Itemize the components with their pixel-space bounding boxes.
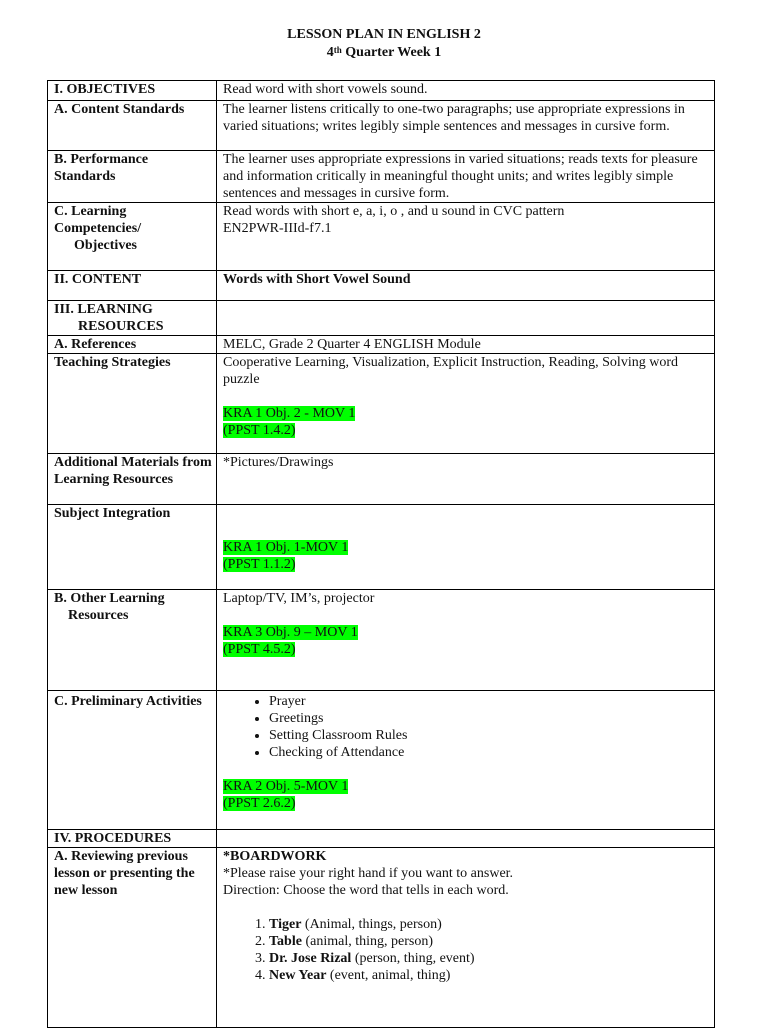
label-procedures: IV. PROCEDURES [48, 830, 217, 848]
value-additional-materials: *Pictures/Drawings [217, 454, 715, 505]
boardwork-heading: *BOARDWORK [223, 849, 327, 864]
ppst-highlight: (PPST 2.6.2) [223, 796, 296, 811]
row-preliminary [48, 691, 715, 830]
lesson-plan-table [47, 80, 715, 1028]
kra-highlight: KRA 2 Obj. 5-MOV 1 [223, 779, 349, 794]
value-teaching-strategies: Cooperative Learning, Visualization, Explicit Instruction, Reading, Solving word puzzle KRA 1 Obj. 2 - MOV 1 (PPST 1.4.2) [217, 354, 715, 454]
list-item: • Checking of Attendance [269, 744, 710, 761]
label-preliminary: C. Preliminary Activities [48, 691, 217, 830]
label-other-resources: B. Other Learning Resources [48, 590, 217, 691]
label-subject-integration: Subject Integration [48, 505, 217, 590]
row-content [48, 271, 715, 301]
ppst-highlight: (PPST 1.1.2) [223, 557, 296, 572]
value-learning-competencies: Read words with short e, a, i, o , and u sound in CVC pattern EN2PWR-IIId-f7.1 [217, 203, 715, 271]
row-learning-resources [48, 301, 715, 336]
value-performance-standards: The learner uses appropriate expressions in varied situations; reads texts for pleasure and information critically in meaningful thought units; and writes legibly simple sentences and messages in cursive form. [217, 151, 715, 203]
list-item: 1. Tiger (Animal, things, person) [269, 916, 710, 933]
boardwork-list [223, 916, 710, 984]
label-content: II. CONTENT [48, 271, 217, 301]
value-references: MELC, Grade 2 Quarter 4 ENGLISH Module [217, 336, 715, 354]
row-performance-standards [48, 151, 715, 203]
row-reviewing [48, 848, 715, 1028]
label-references: A. References [48, 336, 217, 354]
value-reviewing: *BOARDWORK *Please raise your right hand if you want to answer. Direction: Choose the word that tells in each word. 1. Tiger (Animal, things, person) 2. Table (animal, thing, person) 3. Dr. Jose Rizal (person, thing, event) 4. New Year (event, animal, thing) [217, 848, 715, 1028]
label-reviewing: A. Reviewing previous lesson or presenting the new lesson [48, 848, 217, 1028]
value-other-resources: Laptop/TV, IM’s, projector KRA 3 Obj. 9 – MOV 1 (PPST 4.5.2) [217, 590, 715, 691]
value-learning-resources [217, 301, 715, 336]
value-objectives: Read word with short vowels sound. [217, 81, 715, 101]
row-references [48, 336, 715, 354]
value-preliminary [217, 691, 715, 830]
row-content-standards [48, 101, 715, 151]
list-item: 4. New Year (event, animal, thing) [269, 967, 710, 984]
label-learning-resources: III. LEARNING RESOURCES [48, 301, 217, 336]
document-subtitle: 4th Quarter Week 1 [326, 45, 442, 60]
value-content-standards: The learner listens critically to one-two paragraphs; use appropriate expressions in varied situations; writes legibly simple sentences and messages in cursive form. [217, 101, 715, 151]
list-item: • Setting Classroom Rules [269, 727, 710, 744]
ppst-highlight: (PPST 4.5.2) [223, 642, 296, 657]
row-procedures [48, 830, 715, 848]
row-other-resources [48, 590, 715, 691]
ppst-highlight: (PPST 1.4.2) [223, 423, 296, 438]
row-objectives [48, 81, 715, 101]
row-teaching-strategies [48, 354, 715, 454]
list-item: • Greetings [269, 710, 710, 727]
row-learning-competencies [48, 203, 715, 271]
label-learning-competencies: C. Learning Competencies/ Objectives [48, 203, 217, 271]
row-subject-integration [48, 505, 715, 590]
kra-highlight: KRA 1 Obj. 1-MOV 1 [223, 540, 349, 555]
label-performance-standards: B. Performance Standards [48, 151, 217, 203]
value-subject-integration [217, 505, 715, 590]
preliminary-list [223, 693, 710, 761]
value-procedures [217, 830, 715, 848]
list-item: 2. Table (animal, thing, person) [269, 933, 710, 950]
list-item: 3. Dr. Jose Rizal (person, thing, event) [269, 950, 710, 967]
label-objectives: I. OBJECTIVES [48, 81, 217, 101]
document-title: LESSON PLAN IN ENGLISH 2 [287, 27, 481, 42]
label-content-standards: A. Content Standards [48, 101, 217, 151]
value-content: Words with Short Vowel Sound [217, 271, 715, 301]
row-additional-materials [48, 454, 715, 505]
label-additional-materials: Additional Materials from Learning Resources [48, 454, 217, 505]
label-teaching-strategies: Teaching Strategies [48, 354, 217, 454]
kra-highlight: KRA 3 Obj. 9 – MOV 1 [223, 625, 358, 640]
kra-highlight: KRA 1 Obj. 2 - MOV 1 [223, 406, 356, 421]
list-item: • Prayer [269, 693, 710, 710]
